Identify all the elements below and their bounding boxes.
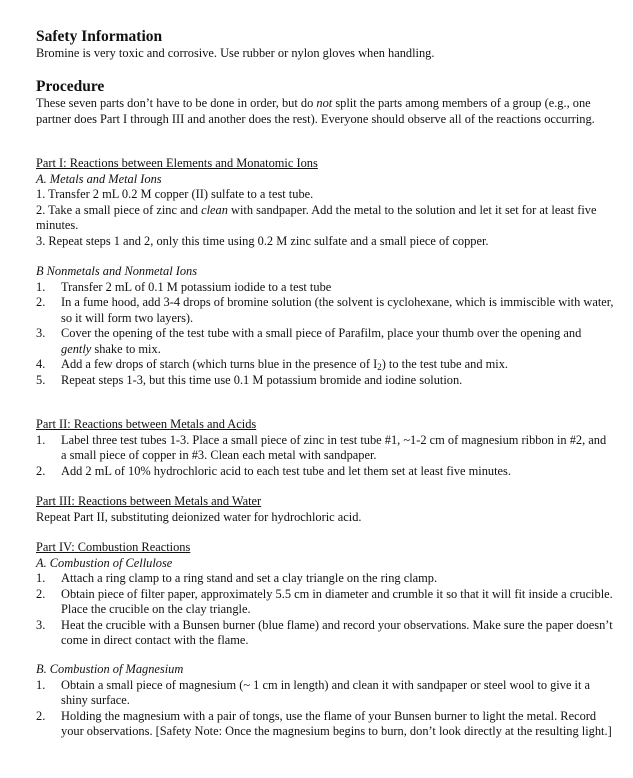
intro-part-b: split the parts among members of a group (e.g., one partner does Part I through III and another does the rest). Everyone should observe all of the reactions occurring. xyxy=(36,96,595,126)
intro-emphasis: not xyxy=(316,96,333,110)
safety-heading: Safety Information xyxy=(36,28,163,45)
part2-list xyxy=(36,433,614,480)
a2-part-a: 2. Take a small piece of zinc and xyxy=(36,202,202,217)
part1-a-step3: 3. Repeat steps 1 and 2, only this time using 0.2 M zinc sulfate and a small piece of copper. xyxy=(36,233,489,248)
item-number: 2. xyxy=(36,708,46,723)
item-number: 2. xyxy=(36,463,46,478)
procedure-heading: Procedure xyxy=(36,78,105,95)
item-number: 2. xyxy=(36,295,46,309)
item-text: Repeat steps 1-3, but this time use 0.1 M potassium bromide and iodine solution. xyxy=(61,372,463,387)
list-item xyxy=(36,357,614,373)
part1-a-step2 xyxy=(36,203,614,234)
part1-b-title: B Nonmetals and Nonmetal Ions xyxy=(36,264,198,278)
list-item xyxy=(36,295,614,326)
part3-title: Part III: Reactions between Metals and Water xyxy=(36,494,262,508)
part4-title: Part IV: Combustion Reactions xyxy=(36,540,191,554)
list-item xyxy=(36,280,614,296)
item-number: 4. xyxy=(36,357,46,371)
item-text-b: shake to mix. xyxy=(91,341,161,356)
item-number: 5. xyxy=(36,372,46,387)
part4-a-title: A. Combustion of Cellulose xyxy=(36,555,173,570)
item-text-a: Cover the opening of the test tube with a small piece of Parafilm, place your thumb over the opening and xyxy=(61,326,582,340)
part4-a-list xyxy=(36,571,614,649)
safety-text: Bromine is very toxic and corrosive. Use rubber or nylon gloves when handling. xyxy=(36,46,435,60)
a2-emphasis: clean xyxy=(201,202,228,217)
item-text-a: Add a few drops of starch (which turns blue in the presence of I xyxy=(61,357,378,371)
part1-a-step1: 1. Transfer 2 mL 0.2 M copper (II) sulfate to a test tube. xyxy=(36,187,314,201)
item-text: Heat the crucible with a Bunsen burner (blue flame) and record your observations. Make sure the paper doesn’t come in direct contact with the flame. xyxy=(61,617,613,647)
item-text: Attach a ring clamp to a ring stand and set a clay triangle on the ring clamp. xyxy=(61,571,438,585)
part3-text: Repeat Part II, substituting deionized water for hydrochloric acid. xyxy=(36,509,362,524)
part1-a-title: A. Metals and Metal Ions xyxy=(36,171,162,186)
item-number: 1. xyxy=(36,279,46,294)
item-text: Obtain piece of filter paper, approximately 5.5 cm in diameter and crumble it so that it will fit inside a crucible. Place the crucible on the clay triangle. xyxy=(61,586,613,616)
item-text xyxy=(61,357,614,373)
item-text: Add 2 mL of 10% hydrochloric acid to each test tube and let them set at least five minutes. xyxy=(61,463,511,478)
procedure-intro xyxy=(36,96,614,127)
item-text: Obtain a small piece of magnesium (~ 1 cm in length) and clean it with sandpaper or steel wool to give it a shiny surface. xyxy=(61,677,591,707)
part1-title: Part I: Reactions between Elements and Monatomic Ions xyxy=(36,156,318,170)
intro-part-a: These seven parts don’t have to be done in order, but do xyxy=(36,96,317,110)
part4-b-list xyxy=(36,678,614,740)
list-item xyxy=(36,373,614,389)
part4-b-title: B. Combustion of Magnesium xyxy=(36,662,184,676)
list-item xyxy=(36,678,614,709)
list-item xyxy=(36,326,614,357)
list-item xyxy=(36,587,614,618)
item-text: In a fume hood, add 3-4 drops of bromine solution (the solvent is cyclohexane, which is immiscible with water, so it will form two layers). xyxy=(61,295,614,325)
part1-b-list xyxy=(36,280,614,389)
part2-title: Part II: Reactions between Metals and Acids xyxy=(36,417,257,431)
list-item xyxy=(36,618,614,649)
list-item xyxy=(36,709,614,740)
subscript: 2 xyxy=(377,362,382,372)
item-emphasis: gently xyxy=(61,341,92,356)
item-number: 2. xyxy=(36,586,46,601)
list-item xyxy=(36,571,614,587)
item-text: Holding the magnesium with a pair of tongs, use the flame of your Bunsen burner to light the metal. Record your observations. [Safety Note: Once the magnesium begins to burn, don’t look directly at the resulting light.] xyxy=(61,708,612,738)
item-number: 1. xyxy=(36,571,46,585)
item-number: 3. xyxy=(36,617,46,632)
item-text xyxy=(61,326,614,357)
list-item xyxy=(36,464,614,480)
item-number: 1. xyxy=(36,432,46,447)
list-item xyxy=(36,433,614,464)
item-text-b: ) to the test tube and mix. xyxy=(381,357,508,371)
item-number: 3. xyxy=(36,326,46,340)
item-number: 1. xyxy=(36,677,46,692)
a2-part-b: with sandpaper. Add the metal to the solution and let it set for at least five minutes. xyxy=(36,202,597,232)
item-text: Transfer 2 mL of 0.1 M potassium iodide to a test tube xyxy=(61,279,332,294)
item-text: Label three test tubes 1-3. Place a small piece of zinc in test tube #1, ~1-2 cm of magnesium ribbon in #2, and a small piece of copper in #3. Clean each metal with sandpaper. xyxy=(61,432,607,462)
